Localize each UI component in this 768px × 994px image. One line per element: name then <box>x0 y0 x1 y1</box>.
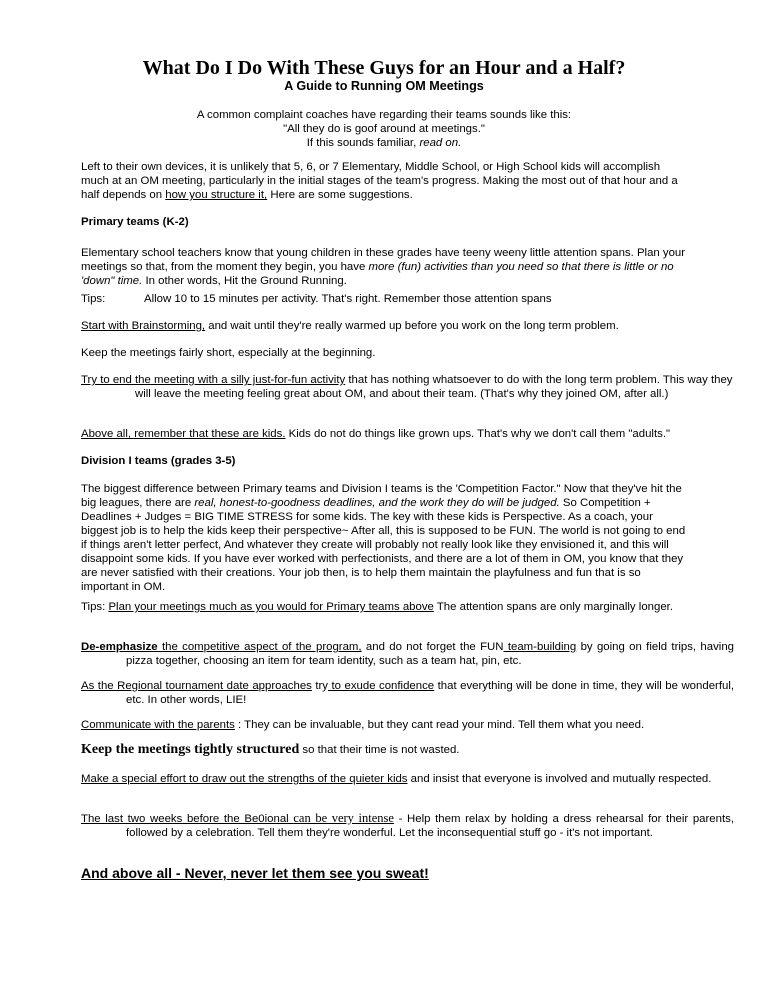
page-subtitle: A Guide to Running OM Meetings <box>284 79 484 93</box>
primary-heading: Primary teams (K-2) <box>81 216 189 228</box>
division-tips-label: Tips: <box>81 601 106 613</box>
primary-tips-text: Allow 10 to 15 minutes per activity. That's right. Remember those attention spans <box>144 293 552 305</box>
intro-line-2: "All they do is goof around at meetings." <box>283 122 485 135</box>
primary-text-b: more (fun) activities than you need so that there is little or no 'down" time. <box>81 261 674 287</box>
silly-activity-item <box>81 373 743 401</box>
last-two-weeks-item <box>81 811 734 840</box>
structure-phrase: how you structure it, <box>165 189 268 201</box>
regional-underlined-2: to exude confidence <box>328 680 435 692</box>
division-tips <box>81 600 734 614</box>
last-underlined-2: can be very intense <box>293 811 394 825</box>
quiet-underlined: Make a special effort to draw out the strengths of the quieter kids <box>81 773 408 785</box>
opening-text: Left to their own devices, it is unlikely that 5, 6, or 7 Elementary, Middle School, or High School kids will accomplish much at an OM meeting, particularly in the initial stages of the team's progress. Making the most out of that hour and a half depends on <box>81 161 678 201</box>
opening-paragraph <box>81 160 689 202</box>
division-tips-underlined: Plan your meetings much as you would for Primary teams above <box>108 601 434 613</box>
parents-text: : They can be invaluable, but they cant read your mind. Tell them what you need. <box>234 719 645 731</box>
structured-bold: Keep the meetings tightly structured <box>81 742 300 757</box>
kids-item <box>81 427 689 441</box>
team-building-underlined: team-building <box>503 641 577 653</box>
brainstorm-item <box>81 319 689 333</box>
intro-line-1: A common complaint coaches have regarding their teams sounds like this: <box>196 109 572 121</box>
silly-text: that has nothing whatsoever to do with the long term problem. This way they will leave the meeting feeling great about OM, and about their team. (That's why they joined OM, after all.) <box>135 374 733 400</box>
deemphasize-text-2: by going on field trips, having pizza together, choosing an item for team identity, such as a team hat, pin, etc. <box>126 641 734 667</box>
intro-line-3-text: If this sounds familiar, <box>306 136 420 149</box>
read-on-text: read on. <box>419 136 462 149</box>
last-underlined-1: The last two weeks before the Be0ional <box>81 813 294 825</box>
kids-underlined: Above all, remember that these are kids. <box>81 428 286 440</box>
kids-text: Kids do not do things like grown ups. That's why we don't call them "adults." <box>285 428 671 440</box>
intro-block <box>0 109 768 150</box>
division-text-a: The biggest difference between Primary teams and Division I teams is the 'Competition Factor." Now that they've hit the big leagues, there are <box>81 483 682 509</box>
regional-item <box>81 679 734 707</box>
division-text-c: So Competition + Deadlines + Judges = BIG TIME STRESS for some kids. The key with these kids is Perspective. As a coach, your biggest job is to help the kids keep their perspective~ After all, this is supposed to be FUN. The world is not going to end if things aren't letter perfect, And whatever they create will probably not really look like they envisioned it, and this will disappoint some kids. If you have ever worked with perfectionists, and there are a lot of them in OM, you know that they are never satisfied with their creations. Your job then, is to help them maintain the playfulness and fun that is so important in OM. <box>81 497 686 593</box>
quiet-text: and insist that everyone is involved and mutually respected. <box>407 773 712 785</box>
parents-item <box>81 718 689 732</box>
tips-label: Tips: <box>81 293 106 305</box>
regional-text-1: try <box>311 680 329 692</box>
page-title: What Do I Do With These Guys for an Hour and a Half? <box>142 57 626 79</box>
primary-text-a: Elementary school teachers know that young children in these grades have teeny weeny little attention spans. Plan your meetings so that, from the moment they begin, you have <box>81 247 686 273</box>
primary-text-c: In other words, Hit the Ground Running. <box>142 275 347 287</box>
division-text-b: real, honest-to-goodness deadlines, and the work they do will be judged. <box>194 497 560 509</box>
structured-text: so that their time is not wasted. <box>299 744 460 756</box>
division-heading: Division I teams (grades 3-5) <box>81 455 236 467</box>
quiet-kids-item <box>81 772 734 786</box>
deemphasize-text-1: and do not forget the FUN <box>361 641 504 653</box>
deemphasize-bold: De-emphasize <box>81 641 158 653</box>
primary-paragraph <box>81 246 689 288</box>
silly-underlined: Try to end the meeting with a silly just-for-fun activity <box>81 374 346 386</box>
deemphasize-item <box>81 640 734 668</box>
primary-tips <box>81 292 689 306</box>
regional-underlined-1: As the Regional tournament date approaches <box>81 680 312 692</box>
final-line: And above all - Never, never let them see you sweat! <box>81 865 429 881</box>
brainstorm-text: and wait until they're really warmed up before you work on the long term problem. <box>205 320 619 332</box>
regional-text-2: that everything will be done in time, they will be wonderful, etc. In other words, LIE! <box>126 680 735 706</box>
intro-line-3 <box>0 137 768 151</box>
opening-tail: Here are some suggestions. <box>267 189 413 201</box>
structured-item <box>81 743 689 757</box>
brainstorm-underlined: Start with Brainstorming, <box>81 320 206 332</box>
short-meetings-item: Keep the meetings fairly short, especially at the beginning. <box>81 347 376 359</box>
division-paragraph <box>81 482 689 594</box>
deemphasize-underlined: the competitive aspect of the program, <box>157 641 362 653</box>
parents-underlined: Communicate with the parents <box>81 719 235 731</box>
division-tips-text: The attention spans are only marginally longer. <box>433 601 673 613</box>
last-text: - Help them relax by holding a dress rehearsal for their parents, followed by a celebration. Tell them they're wonderful. Let the inconsequential stuff go - it's not important. <box>126 813 734 839</box>
